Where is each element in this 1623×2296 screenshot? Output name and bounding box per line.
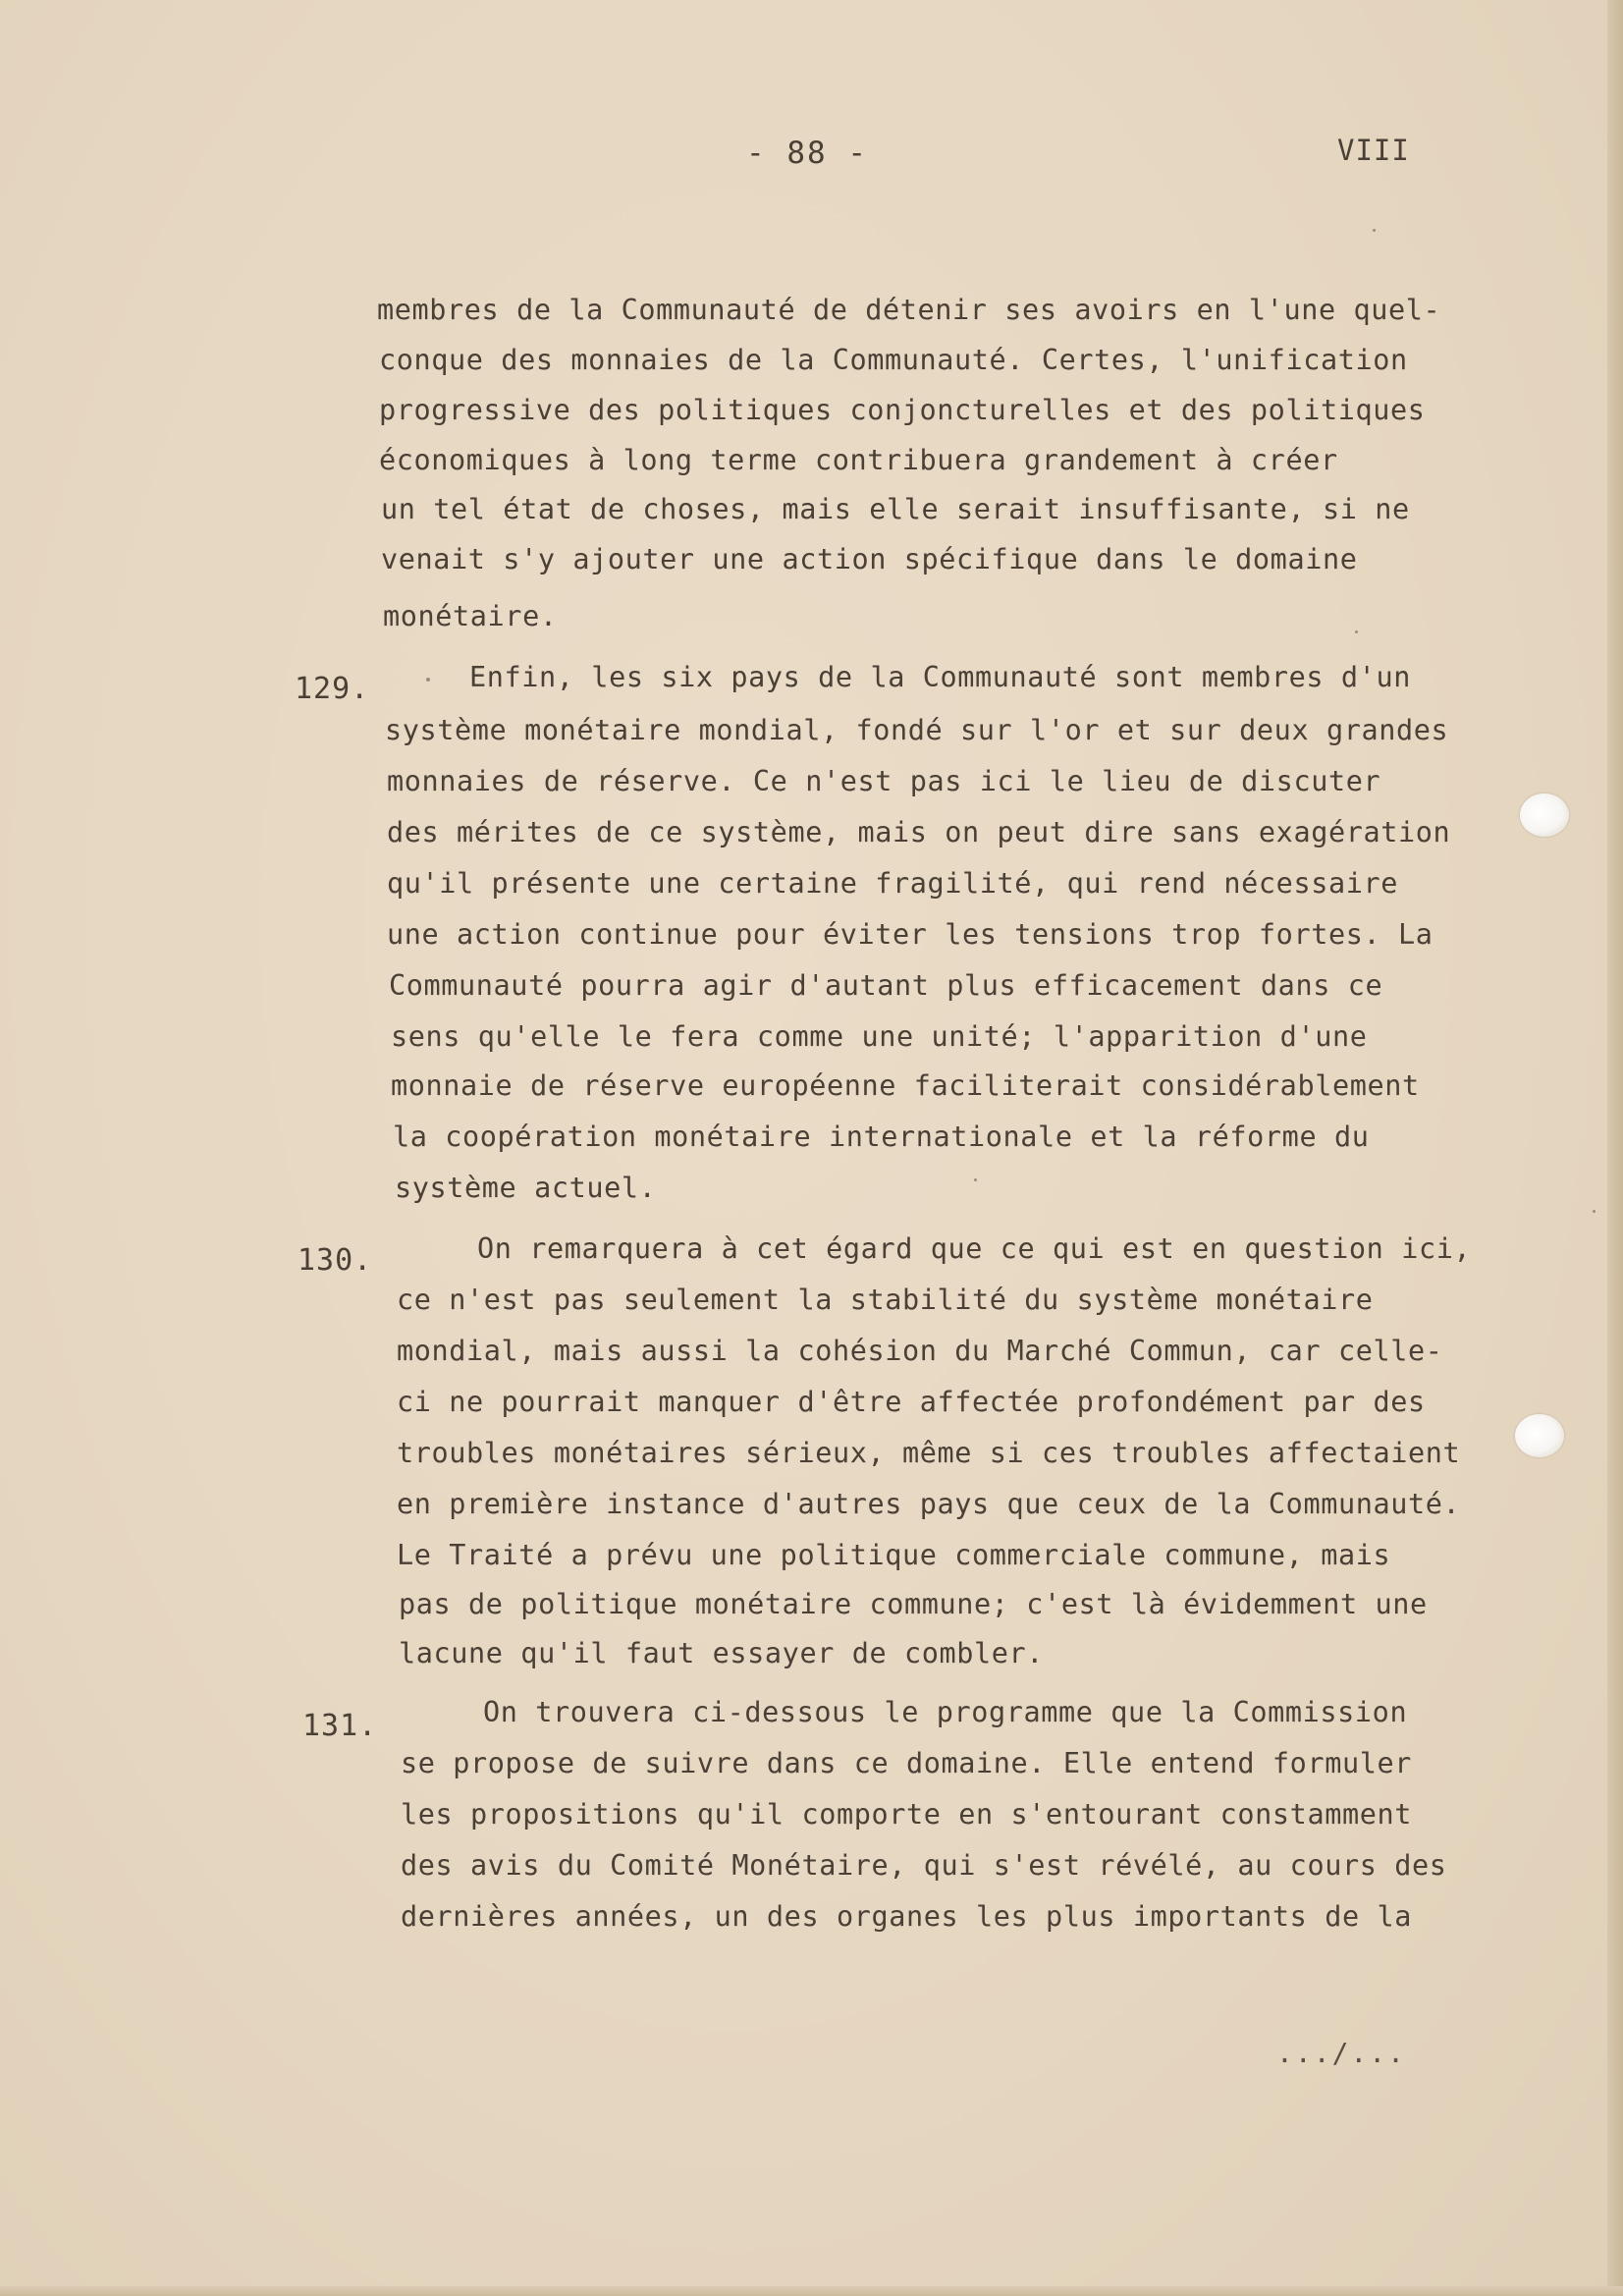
paper-edge-right (1607, 0, 1623, 2296)
text-line: monnaies de réserve. Ce n'est pas ici le lieu de discuter (387, 765, 1381, 797)
text-line: progressive des politiques conjoncturelles et des politiques (379, 394, 1426, 426)
paragraph-number: 131. (302, 1709, 378, 1743)
page-number: - 88 - (746, 136, 868, 171)
paragraph-number: 130. (298, 1243, 373, 1278)
ink-speck (1593, 1210, 1596, 1213)
paper-edge-bottom (0, 2286, 1623, 2296)
text-line: la coopération monétaire internationale et la réforme du (393, 1121, 1370, 1153)
text-line: une action continue pour éviter les tensions trop fortes. La (387, 918, 1434, 951)
text-line: Enfin, les six pays de la Communauté sont membres d'un (469, 661, 1411, 693)
text-line: membres de la Communauté de détenir ses avoirs en l'une quel- (377, 294, 1441, 326)
text-line: On remarquera à cet égard que ce qui est en question ici, (477, 1232, 1472, 1265)
ink-speck (426, 678, 430, 682)
ink-speck (974, 1178, 977, 1181)
text-line: On trouvera ci-dessous le programme que la Commission (483, 1696, 1408, 1728)
punch-hole-top (1520, 793, 1569, 837)
text-line: dernières années, un des organes les plus importants de la (401, 1900, 1412, 1933)
text-line: mondial, mais aussi la cohésion du Marché Commun, car celle- (397, 1335, 1443, 1367)
text-line: économiques à long terme contribuera grandement à créer (379, 444, 1338, 476)
text-line: ce n'est pas seulement la stabilité du système monétaire (397, 1284, 1374, 1316)
text-line: conque des monnaies de la Communauté. Certes, l'unification (379, 344, 1408, 376)
ink-speck (1355, 630, 1358, 633)
ink-speck (1373, 229, 1376, 232)
punch-hole-bottom (1515, 1414, 1564, 1457)
text-line: système actuel. (395, 1172, 657, 1204)
text-line: monétaire. (383, 600, 558, 632)
text-line: venait s'y ajouter une action spécifique dans le domaine (381, 543, 1358, 575)
text-line: des mérites de ce système, mais on peut dire sans exagération (387, 816, 1451, 848)
paragraph-number: 129. (295, 672, 370, 706)
text-line: un tel état de choses, mais elle serait insuffisante, si ne (381, 493, 1410, 525)
text-line: pas de politique monétaire commune; c'est là évidemment une (399, 1588, 1428, 1620)
text-line: lacune qu'il faut essayer de combler. (399, 1637, 1045, 1669)
text-line: en première instance d'autres pays que ceux de la Communauté. (397, 1488, 1461, 1520)
text-line: troubles monétaires sérieux, même si ces troubles affectaient (397, 1437, 1461, 1469)
text-line: des avis du Comité Monétaire, qui s'est révélé, au cours des (401, 1849, 1447, 1882)
text-line: Communauté pourra agir d'autant plus efficacement dans ce (389, 969, 1383, 1002)
text-line: ci ne pourrait manquer d'être affectée profondément par des (397, 1386, 1426, 1418)
text-line: les propositions qu'il comporte en s'entourant constamment (401, 1798, 1412, 1831)
text-line: Le Traité a prévu une politique commerciale commune, mais (397, 1539, 1391, 1571)
text-line: sens qu'elle le fera comme une unité; l'apparition d'une (391, 1020, 1368, 1053)
text-line: se propose de suivre dans ce domaine. Elle entend formuler (401, 1747, 1412, 1779)
continuation-mark: .../... (1276, 2037, 1407, 2069)
text-line: qu'il présente une certaine fragilité, qui rend nécessaire (387, 867, 1398, 900)
text-line: monnaie de réserve européenne faciliterait considérablement (391, 1069, 1420, 1102)
text-line: système monétaire mondial, fondé sur l'or et sur deux grandes (385, 714, 1449, 746)
section-numeral: VIII (1337, 134, 1410, 167)
